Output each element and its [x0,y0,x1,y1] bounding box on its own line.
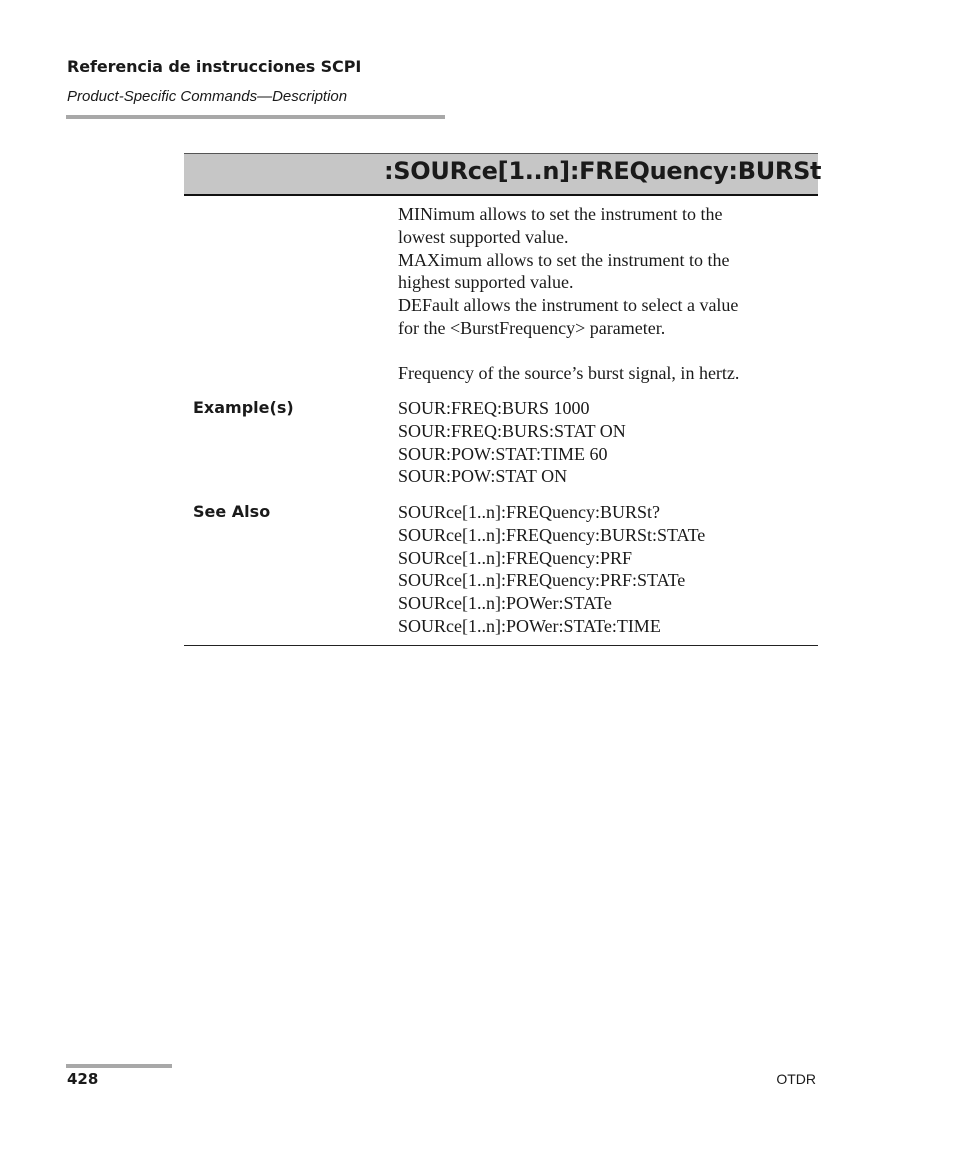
table-bottom-rule [184,645,818,646]
parameter-description-line: DEFault allows the instrument to select a value [398,295,739,315]
see-also-line: SOURce[1..n]:FREQuency:BURSt:STATe [398,524,706,545]
see-also-label: See Also [193,502,271,521]
command-title: :SOURce[1..n]:FREQuency:BURSt [384,157,822,185]
example-line: SOUR:POW:STAT:TIME 60 [398,443,608,464]
example-line: SOUR:FREQ:BURS 1000 [398,398,590,418]
see-also-line: SOURce[1..n]:FREQuency:BURSt? [398,502,660,522]
see-also-line: SOURce[1..n]:FREQuency:PRF [398,547,632,568]
see-also-list [398,501,705,638]
frequency-description: Frequency of the source’s burst signal, in hertz. [398,363,740,383]
header-rule [66,115,445,119]
section-title: Referencia de instrucciones SCPI [67,57,362,76]
examples-list [398,397,626,488]
page-number: 428 [67,1070,99,1088]
parameter-description-line: lowest supported value. [398,226,569,247]
parameter-description-line: MINimum allows to set the instrument to the [398,204,723,224]
command-header-bar [184,153,822,196]
parameter-description-line: for the <BurstFrequency> parameter. [398,317,666,338]
parameter-description [398,203,738,340]
parameter-description-line: highest supported value. [398,272,574,293]
see-also-line: SOURce[1..n]:POWer:STATe:TIME [398,615,661,636]
footer-rule [66,1064,172,1068]
see-also-line: SOURce[1..n]:POWer:STATe [398,593,612,613]
example-line: SOUR:FREQ:BURS:STAT ON [398,420,626,441]
see-also-line: SOURce[1..n]:FREQuency:PRF:STATe [398,570,686,591]
section-subtitle: Product-Specific Commands—Description [67,88,348,105]
example-line: SOUR:POW:STAT ON [398,466,568,487]
examples-label: Example(s) [193,398,294,417]
parameter-description-line: MAXimum allows to set the instrument to the [398,249,730,270]
product-name: OTDR [776,1071,816,1087]
